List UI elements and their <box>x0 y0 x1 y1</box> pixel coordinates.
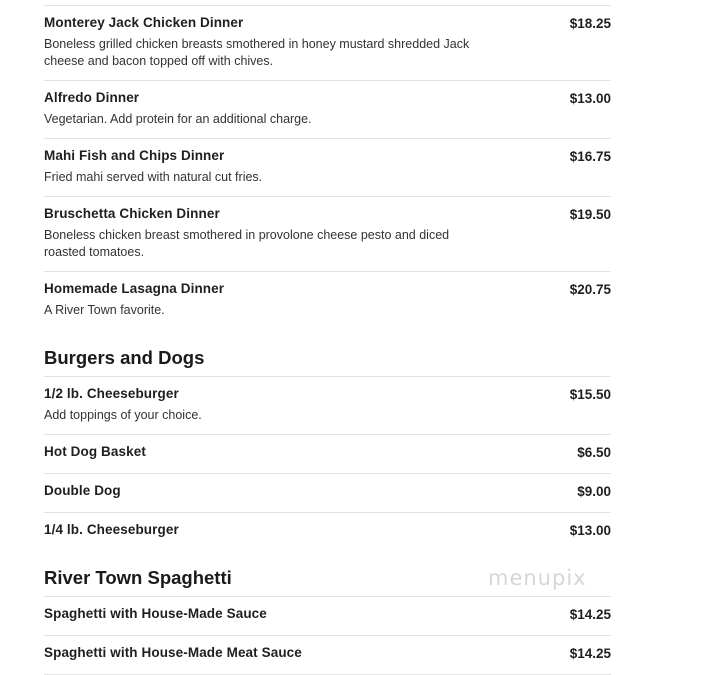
item-name: Spaghetti with House-Made Meat Sauce <box>44 645 302 660</box>
item-price: $13.00 <box>569 91 611 106</box>
item-price: $15.50 <box>569 387 611 402</box>
menu-item <box>44 635 611 675</box>
menu-item <box>44 596 611 635</box>
item-description: Boneless chicken breast smothered in provolone cheese pesto and diced roasted tomatoes. <box>44 228 450 259</box>
item-description: Fried mahi served with natural cut fries. <box>44 170 263 184</box>
item-name: Double Dog <box>44 483 121 498</box>
item-price: $19.50 <box>569 207 611 222</box>
menu-item <box>44 434 611 473</box>
item-price: $6.50 <box>577 445 611 460</box>
menu-item <box>44 271 611 329</box>
item-price: $16.75 <box>569 149 611 164</box>
section-title-burgers: Burgers and Dogs <box>44 347 205 368</box>
item-name: 1/2 lb. Cheeseburger <box>44 386 179 401</box>
menu-item <box>44 473 611 512</box>
item-description: A River Town favorite. <box>44 303 165 317</box>
item-description: Add toppings of your choice. <box>44 408 202 422</box>
menu-item <box>44 196 611 271</box>
item-name: Homemade Lasagna Dinner <box>44 281 225 296</box>
item-name: Hot Dog Basket <box>44 444 146 459</box>
item-name: Alfredo Dinner <box>44 90 140 105</box>
menu-item <box>44 512 611 551</box>
item-name: Mahi Fish and Chips Dinner <box>44 148 225 163</box>
item-description: Vegetarian. Add protein for an additional charge. <box>44 112 312 126</box>
menu-item <box>44 5 611 80</box>
item-name: Bruschetta Chicken Dinner <box>44 206 220 221</box>
item-price: $13.00 <box>569 523 611 538</box>
menu-item <box>44 376 611 434</box>
item-price: $14.25 <box>569 646 611 661</box>
section-title-spaghetti: River Town Spaghetti <box>44 567 232 588</box>
item-name: 1/4 lb. Cheeseburger <box>44 522 179 537</box>
item-price: $14.25 <box>569 607 611 622</box>
item-name: Monterey Jack Chicken Dinner <box>44 15 244 30</box>
item-price: $20.75 <box>569 282 611 297</box>
item-price: $18.25 <box>569 16 611 31</box>
menu-item <box>44 138 611 196</box>
menu-item <box>44 80 611 138</box>
watermark-logo: menupix <box>488 566 587 590</box>
item-description: Boneless grilled chicken breasts smothered in honey mustard shredded Jack cheese and bacon topped off with chives. <box>44 37 470 68</box>
item-price: $9.00 <box>577 484 611 499</box>
item-name: Spaghetti with House-Made Sauce <box>44 606 267 621</box>
